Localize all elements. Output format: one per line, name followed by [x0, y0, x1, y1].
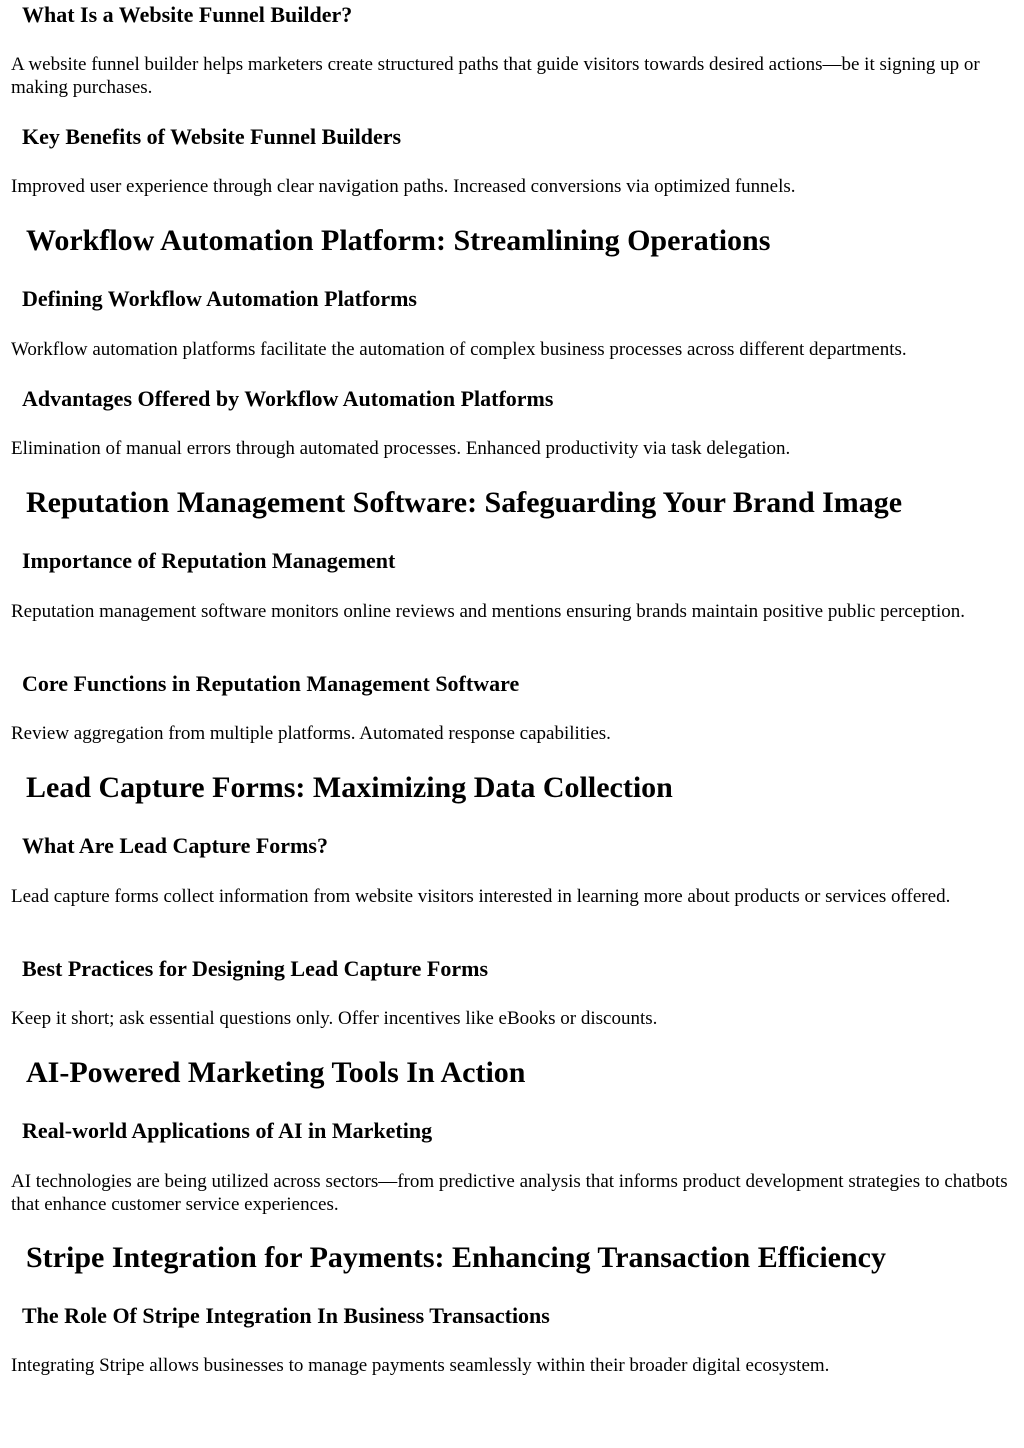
paragraph-what-are-lead-forms: Lead capture forms collect information from website visitors interested in learning more about products or services offered. [11, 886, 951, 907]
heading-website-funnel-builder: What Is a Website Funnel Builder? [22, 2, 353, 27]
title-ai-marketing-tools: AI-Powered Marketing Tools In Action [26, 1056, 526, 1089]
paragraph-reputation-core-functions: Review aggregation from multiple platforms. Automated response capabilities. [11, 723, 611, 744]
paragraph-lead-form-best-practices: Keep it short; ask essential questions only. Offer incentives like eBooks or discounts. [11, 1008, 658, 1029]
heading-what-are-lead-forms: What Are Lead Capture Forms? [22, 833, 328, 858]
title-workflow-automation: Workflow Automation Platform: Streamlining Operations [26, 224, 771, 257]
heading-stripe-role: The Role Of Stripe Integration In Business Transactions [22, 1303, 550, 1328]
paragraph-workflow-advantages: Elimination of manual errors through automated processes. Enhanced productivity via task delegation. [11, 438, 791, 459]
title-lead-capture-forms: Lead Capture Forms: Maximizing Data Collection [26, 771, 673, 804]
heading-reputation-core-functions: Core Functions in Reputation Management Software [22, 671, 520, 696]
paragraph-reputation-importance: Reputation management software monitors online reviews and mentions ensuring brands maintain positive public perception. [11, 601, 965, 622]
heading-key-benefits: Key Benefits of Website Funnel Builders [22, 124, 402, 149]
paragraph-website-funnel-builder: A website funnel builder helps marketers create structured paths that guide visitors towards desired actions—be it signing up or making purchases. [11, 54, 980, 98]
title-reputation-management: Reputation Management Software: Safeguarding Your Brand Image [26, 486, 903, 519]
heading-reputation-importance: Importance of Reputation Management [22, 548, 396, 573]
heading-lead-form-best-practices: Best Practices for Designing Lead Capture Forms [22, 956, 489, 981]
paragraph-ai-applications: AI technologies are being utilized across sectors—from predictive analysis that informs product development strategies to chatbots that enhance customer service experiences. [11, 1171, 1008, 1215]
paragraph-defining-workflow: Workflow automation platforms facilitate the automation of complex business processes across different departments. [11, 339, 907, 360]
paragraph-stripe-role: Integrating Stripe allows businesses to manage payments seamlessly within their broader digital ecosystem. [11, 1355, 830, 1376]
paragraph-key-benefits: Improved user experience through clear navigation paths. Increased conversions via optimized funnels. [11, 176, 796, 197]
heading-defining-workflow: Defining Workflow Automation Platforms [22, 286, 417, 311]
heading-ai-applications: Real-world Applications of AI in Marketing [22, 1118, 433, 1143]
heading-workflow-advantages: Advantages Offered by Workflow Automation Platforms [22, 386, 554, 411]
title-stripe-integration: Stripe Integration for Payments: Enhancing Transaction Efficiency [26, 1241, 886, 1274]
